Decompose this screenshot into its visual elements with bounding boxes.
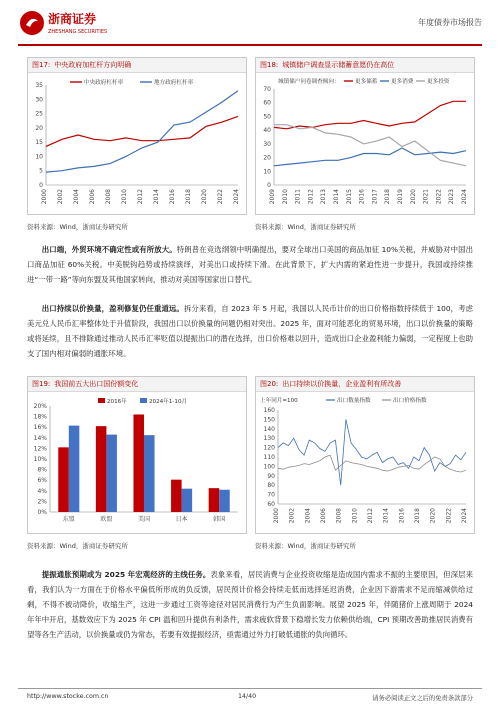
y-tick-label: 15 — [35, 139, 43, 147]
y-tick-label: 0 — [39, 182, 43, 189]
bar-美国-1 — [144, 435, 155, 512]
section-inflation-text: 表象来看，居民消费与企业投资收缩是造成国内需求不振的主要原因，但深层来看，我们认为一方面在于价格水平偏低所形成的负反馈，居民预计价格会持续走低而选择延迟消费，企业因下游需求不足而缩减供给过剩，不得不被动降价，收缩生产，这进一步通过工资等途径对居民消费行为产生负面影响。展望 2025 年，伴随猪价上涨周期于 2024 年年中开启，基数效应下为 2025 年 CPI 温和回升提供有利条件，需求疲软背景下稳增长发力依赖供给端，CPI 预期改善助推居民消费有望等各生产活动，以价换量或仍为常态，若要有效提振经济，亟需通过外力打破低通胀的负向循环。 — [27, 570, 473, 639]
y-tick-label: 80 — [267, 482, 275, 490]
y-tick-label: 60 — [267, 501, 275, 508]
y-tick-label: 160 — [263, 407, 275, 414]
figure-20-chart — [256, 392, 474, 535]
x-tick-label: 2016 — [358, 189, 366, 205]
section-export-environment-heading: 出口端，外贸环境不确定性或有所放大。 — [41, 245, 177, 254]
figure-19-title: 我国前五大出口国份额变化 — [54, 380, 139, 388]
x-tick-label: 2002 — [57, 189, 64, 205]
y-tick-label: 20 — [35, 124, 43, 132]
y-tick-label: 12% — [33, 445, 47, 453]
x-tick-label: 2022 — [435, 189, 443, 205]
figure-19-number: 图19: — [32, 380, 51, 388]
y-tick-label: 0 — [267, 182, 271, 189]
x-tick-label: 美国 — [137, 516, 151, 523]
y-tick-label: 10 — [35, 153, 43, 161]
section-inflation-heading: 提振通胀预期或为 2025 年宏观经济的主线任务。 — [41, 570, 211, 579]
figure-20-number: 图20: — [260, 380, 279, 388]
section-export-price-text: 拆分来看，自 2023 年 5 月起，我国以人民币计价的出口价格指数持续低于 100，考虑美元兑人民币汇率整体处于升值阶段，我国出口以价换量的问题仍相对突出。2025 年，面对可能恶化的贸易环境，出口以价换量的策略或将延续，且不排除通过推动人民币汇率贬值以提振出口的潜在选择，出口价格难以回升，造成出口企业盈利能力偏弱，一定程度上也助支了国内相对偏弱的通胀环境。 — [27, 304, 473, 358]
legend-label-1: 地方政府杠杆率 — [154, 80, 194, 86]
y-tick-label: 40 — [263, 127, 271, 135]
series-line-1 — [278, 455, 466, 472]
y-tick-label: 4% — [37, 487, 47, 495]
header-divider — [18, 44, 482, 46]
legend-label-0: 更多储蓄 — [355, 79, 378, 85]
x-tick-label: 2002 — [288, 508, 296, 524]
y-tick-label: 6% — [37, 477, 47, 485]
legend-label-0: 2016年 — [107, 399, 127, 405]
y-tick-label: 20 — [263, 154, 271, 162]
y-tick-label: 70 — [263, 86, 271, 93]
x-tick-label: 2022 — [445, 508, 453, 524]
y-tick-label: 5 — [39, 167, 43, 175]
figure-17-chart — [28, 73, 246, 216]
x-tick-label: 2020 — [429, 508, 437, 524]
x-tick-label: 2010 — [281, 189, 289, 205]
x-tick-label: 2012 — [367, 508, 374, 524]
legend-label-1: 出口价格指数 — [393, 398, 427, 404]
section-export-environment-text: 特朗普在竞选纲领中明确提出，要对全球出口美国的商品加征 10%关税，并威胁对中国出口商品加征 60%关税。中美脱钩趋势或持续演绎，对美出口或持续下滑。在此背景下，扩大内需的紧迫性进一步提升，我国或持续推进“一带一路”等向东盟及其他国家转向，推动对美国等国家出口替代。 — [27, 245, 473, 284]
x-tick-label: 2009 — [269, 189, 276, 205]
y-tick-label: 140 — [263, 425, 275, 433]
y-tick-label: 100 — [263, 463, 275, 471]
bar-东盟-0 — [58, 447, 69, 512]
y-tick-label: 25 — [35, 110, 43, 118]
y-tick-label: 35 — [35, 82, 43, 89]
x-tick-label: 2004 — [73, 189, 80, 205]
x-tick-label: 2022 — [217, 189, 224, 205]
x-tick-label: 2004 — [304, 508, 312, 524]
y-tick-label: 90 — [267, 472, 275, 480]
bar-日本-1 — [182, 489, 193, 512]
y-tick-label: 70 — [267, 491, 275, 499]
logo-main-text: 浙商证券 — [48, 12, 97, 26]
y-tick-label: 20% — [33, 403, 47, 410]
y-tick-label: 50 — [263, 113, 271, 121]
x-tick-label: 2013 — [320, 189, 328, 205]
x-tick-label: 2023 — [448, 189, 456, 205]
y-tick-label: 30 — [263, 140, 271, 148]
series-line-2 — [274, 125, 466, 166]
company-logo — [18, 8, 148, 38]
legend-title: 城镇储户问卷调查倾向： — [278, 79, 340, 85]
figure-19-source: 资料来源：Wind，浙商证券研究所 — [27, 542, 128, 550]
x-tick-label: 东盟 — [62, 516, 75, 523]
x-tick-label: 2014 — [153, 189, 160, 205]
figure-18-source: 资料来源：Wind，浙商证券研究所 — [255, 223, 356, 231]
x-tick-label: 2018 — [384, 189, 392, 205]
figure-17-number: 图17: — [32, 61, 51, 69]
figure-19-chart — [28, 392, 246, 535]
figure-20 — [255, 376, 475, 534]
figure-18-title-bar — [256, 58, 474, 73]
legend-swatch-1 — [140, 398, 147, 403]
x-tick-label: 2020 — [409, 189, 417, 205]
figure-20-title-bar — [256, 377, 474, 392]
figure-17-title-bar — [28, 58, 246, 73]
x-tick-label: 2016 — [398, 508, 406, 524]
y-tick-label: 8% — [37, 466, 47, 474]
x-tick-label: 日本 — [175, 516, 188, 523]
figure-18-chart — [256, 73, 474, 216]
x-tick-label: 2011 — [294, 189, 302, 205]
x-tick-label: 2020 — [201, 189, 208, 205]
bar-美国-0 — [133, 414, 144, 512]
y-tick-label: 120 — [263, 444, 275, 452]
y-tick-label: 10% — [33, 456, 47, 463]
section-inflation-expectation — [27, 567, 473, 642]
x-tick-label: 2024 — [461, 189, 468, 205]
figure-18 — [255, 57, 475, 215]
x-tick-label: 2018 — [185, 189, 192, 205]
x-tick-label: 2014 — [333, 189, 340, 205]
series-line-0 — [278, 419, 466, 485]
bar-欧盟-1 — [106, 435, 117, 512]
footer-url[interactable]: http://www.stocke.com.cn — [27, 693, 109, 700]
bar-东盟-1 — [69, 426, 80, 512]
x-tick-label: 2024 — [233, 189, 240, 205]
x-tick-label: 韩国 — [213, 516, 226, 523]
y-tick-label: 16% — [33, 424, 47, 432]
bar-日本-0 — [171, 480, 182, 512]
figure-18-title: 城镇储户调查显示储蓄意愿仍在高位 — [282, 61, 395, 69]
x-tick-label: 2016 — [169, 189, 176, 205]
y-tick-label: 30 — [35, 96, 43, 104]
x-tick-label: 2015 — [345, 189, 353, 205]
x-tick-label: 2024 — [461, 508, 468, 524]
x-tick-label: 2010 — [351, 508, 359, 524]
x-tick-label: 2014 — [382, 508, 390, 524]
y-tick-label: 150 — [263, 416, 275, 424]
x-tick-label: 2019 — [397, 189, 404, 205]
y-tick-label: 10 — [263, 168, 271, 176]
doc-type-label: 年度债券市场报告 — [418, 18, 482, 27]
x-tick-label: 2021 — [422, 189, 430, 205]
footer-disclaimer: 请务必阅读正文之后的免责条款部分 — [372, 695, 473, 702]
x-tick-label: 2000 — [273, 508, 280, 524]
logo-sub-text: ZHESHANG SECURITIES — [48, 29, 108, 35]
y-tick-label: 60 — [263, 99, 271, 107]
x-tick-label: 2012 — [307, 189, 315, 205]
chart-note: 上年同月=100 — [260, 398, 298, 404]
figure-17 — [27, 57, 247, 215]
figure-17-source: 资料来源：Wind，浙商证券研究所 — [27, 223, 128, 231]
x-tick-label: 2006 — [89, 189, 96, 205]
x-tick-label: 2018 — [414, 508, 421, 524]
legend-label-1: 更多消费 — [391, 79, 414, 85]
bar-韩国-0 — [209, 488, 220, 512]
bar-韩国-1 — [219, 490, 230, 512]
series-line-1 — [274, 148, 466, 166]
page-number: 14/40 — [238, 693, 257, 700]
legend-label-1: 2024年1-10月 — [149, 399, 188, 405]
y-tick-label: 14% — [33, 434, 47, 442]
section-export-price-heading: 出口持续以价换量，盈利修复仍任重道远。 — [41, 304, 184, 313]
bar-欧盟-0 — [96, 426, 107, 512]
y-tick-label: 18% — [33, 413, 47, 421]
x-tick-label: 2010 — [121, 189, 128, 205]
y-tick-label: 0% — [37, 509, 47, 516]
figure-19-title-bar — [28, 377, 246, 392]
x-tick-label: 欧盟 — [100, 516, 113, 523]
y-tick-label: 2% — [37, 498, 47, 506]
legend-swatch-0 — [98, 398, 105, 403]
figure-20-title: 出口持续以价换量，企业盈利有所改善 — [282, 380, 402, 388]
legend-label-2: 更多投资 — [427, 79, 450, 85]
x-tick-label: 2000 — [41, 189, 48, 205]
figure-20-source: 资料来源：Wind，浙商证券研究所 — [255, 542, 356, 550]
x-tick-label: 2012 — [137, 189, 144, 205]
x-tick-label: 2017 — [371, 189, 379, 205]
x-tick-label: 2008 — [105, 189, 112, 205]
x-tick-label: 2006 — [320, 508, 327, 524]
series-line-1 — [46, 91, 238, 172]
y-tick-label: 130 — [263, 435, 275, 443]
legend-label-0: 中央政府杠杆率 — [84, 80, 124, 86]
series-line-0 — [46, 116, 238, 146]
figure-17-title: 中央政府加杠杆方向明确 — [54, 61, 132, 69]
series-line-0 — [274, 101, 466, 129]
figure-19 — [27, 376, 247, 534]
legend-label-0: 出口数量指数 — [337, 398, 371, 404]
y-tick-label: 110 — [263, 454, 275, 461]
section-export-environment — [27, 242, 473, 287]
section-export-price — [27, 301, 473, 361]
footer-divider — [18, 688, 482, 689]
x-tick-label: 2008 — [335, 508, 343, 524]
figure-18-number: 图18: — [260, 61, 279, 69]
